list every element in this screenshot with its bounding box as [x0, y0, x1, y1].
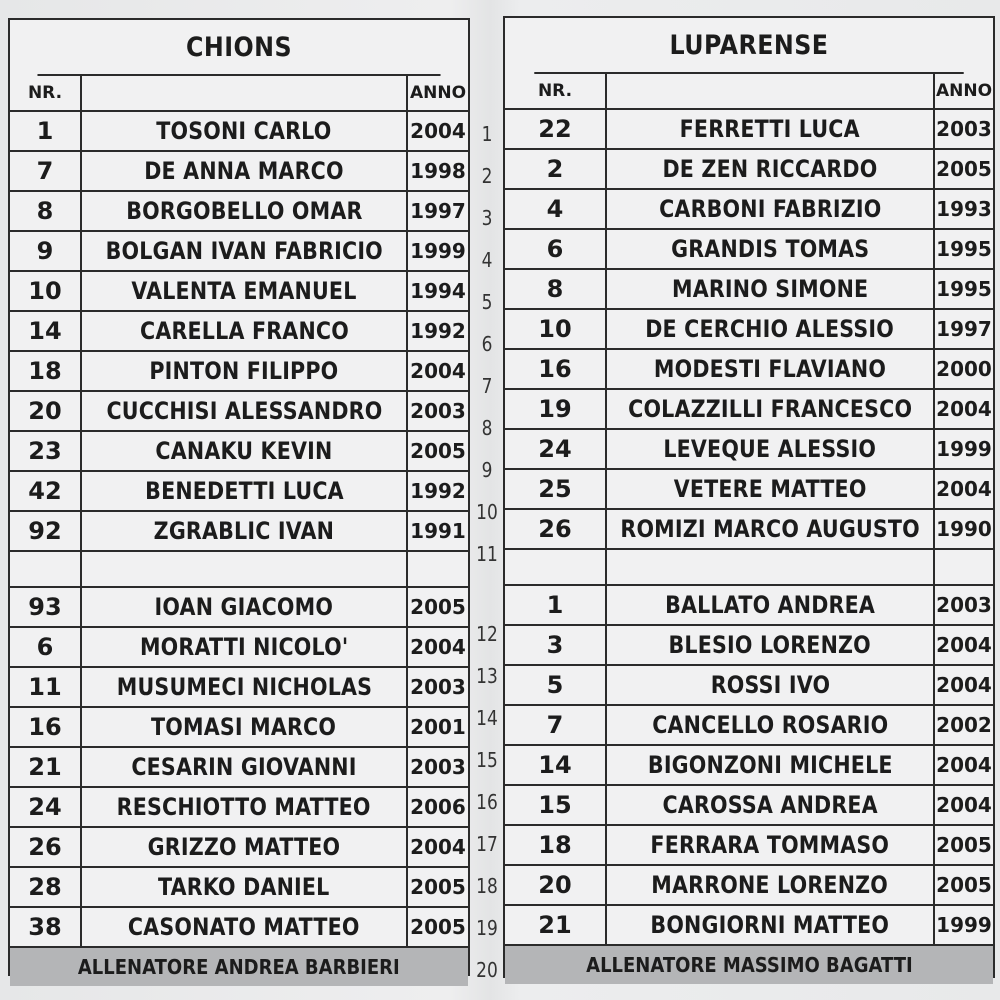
row-index: 1: [481, 122, 493, 146]
player-name-text: RESCHIOTTO MATTEO: [117, 793, 371, 821]
player-row: [10, 868, 468, 908]
player-row: [10, 628, 468, 668]
spacer-cell: [933, 550, 993, 584]
player-number: 21: [538, 911, 572, 939]
player-number: 26: [538, 515, 572, 543]
player-name-text: VETERE MATTEO: [673, 475, 867, 503]
player-number: 22: [538, 115, 572, 143]
player-name-text: FERRETTI LUCA: [679, 115, 861, 143]
player-row: [10, 232, 468, 272]
player-name: [80, 312, 406, 350]
player-name-text: MODESTI FLAVIANO: [653, 355, 887, 383]
player-name: [80, 432, 406, 470]
player-name: [80, 192, 406, 230]
player-year: 1999: [933, 906, 993, 944]
player-name: [605, 270, 933, 308]
row-index: 20: [476, 958, 498, 982]
player-year: 2004: [933, 666, 993, 704]
player-name-text: BONGIORNI MATTEO: [650, 911, 890, 939]
player-name: [605, 350, 933, 388]
row-index: 3: [481, 206, 493, 230]
player-number: 1: [36, 117, 54, 145]
player-name: [80, 232, 406, 270]
coach-row: [10, 948, 468, 986]
player-number: 11: [28, 673, 62, 701]
player-row: [505, 470, 993, 510]
row-index: 12: [476, 622, 498, 646]
player-number: 10: [28, 277, 62, 305]
player-name-text: CUCCHISI ALESSANDRO: [105, 397, 383, 425]
row-index: 11: [476, 542, 498, 566]
player-year: 2004: [406, 828, 468, 866]
player-row: [10, 828, 468, 868]
player-name: [605, 390, 933, 428]
player-number: 26: [28, 833, 62, 861]
row-index: 17: [476, 832, 498, 856]
player-row: [505, 150, 993, 190]
player-name-text: BOLGAN IVAN FABRICIO: [105, 237, 383, 265]
player-year: 2004: [933, 470, 993, 508]
player-name-text: VALENTA EMANUEL: [131, 277, 357, 305]
player-name: [605, 906, 933, 944]
player-number: 14: [538, 751, 572, 779]
team-table-luparense: [503, 16, 995, 978]
player-number: 19: [538, 395, 572, 423]
player-year: 1999: [406, 232, 468, 270]
player-year: 2000: [933, 350, 993, 388]
player-year: 2005: [406, 908, 468, 946]
player-number: 24: [28, 793, 62, 821]
player-number: 21: [28, 753, 62, 781]
player-number: 20: [538, 871, 572, 899]
table-header: [505, 74, 993, 110]
player-row: [10, 908, 468, 948]
player-year: 1992: [406, 312, 468, 350]
player-name: [605, 110, 933, 148]
player-name-text: TOSONI CARLO: [156, 117, 332, 145]
player-year: 1995: [933, 230, 993, 268]
player-name: [605, 826, 933, 864]
player-name-text: COLAZZILLI FRANCESCO: [627, 395, 913, 423]
player-number: 93: [28, 593, 62, 621]
player-name: [605, 510, 933, 548]
player-name-text: TOMASI MARCO: [151, 713, 337, 741]
player-name-text: DE ZEN RICCARDO: [662, 155, 878, 183]
player-name-text: CAROSSA ANDREA: [662, 791, 878, 819]
player-number: 25: [538, 475, 572, 503]
player-name: [605, 866, 933, 904]
coach-row: [505, 946, 993, 984]
player-year: 2004: [406, 628, 468, 666]
player-number: 18: [28, 357, 62, 385]
player-number: 2: [546, 155, 564, 183]
player-name: [80, 788, 406, 826]
spacer-cell: [80, 552, 406, 586]
player-row: [10, 708, 468, 748]
coach-label: ALLENATORE MASSIMO BAGATTI: [585, 953, 913, 977]
player-number: 38: [28, 913, 62, 941]
player-year: 1997: [406, 192, 468, 230]
player-row: [10, 112, 468, 152]
player-row: [505, 390, 993, 430]
player-year: 1994: [406, 272, 468, 310]
player-number: 24: [538, 435, 572, 463]
player-number: 6: [36, 633, 54, 661]
starters-list: [10, 112, 468, 552]
team-name: CHIONS: [37, 20, 440, 76]
player-name: [605, 626, 933, 664]
spacer-cell: [406, 552, 468, 586]
player-year: 1998: [406, 152, 468, 190]
row-index: 18: [476, 874, 498, 898]
player-year: 2001: [406, 708, 468, 746]
player-row: [505, 230, 993, 270]
player-name: [605, 470, 933, 508]
player-number: 42: [28, 477, 62, 505]
player-year: 1991: [406, 512, 468, 550]
player-name: [80, 392, 406, 430]
player-row: [10, 748, 468, 788]
player-year: 2004: [933, 786, 993, 824]
player-name: [605, 706, 933, 744]
spacer-row: [505, 550, 993, 586]
player-row: [10, 192, 468, 232]
starters-list: [505, 110, 993, 550]
header-name: [605, 74, 933, 108]
player-number: 5: [546, 671, 564, 699]
row-index: 15: [476, 748, 498, 772]
player-year: 2005: [406, 432, 468, 470]
row-index: 6: [481, 332, 493, 356]
row-index: 9: [481, 458, 493, 482]
table-header: [10, 76, 468, 112]
player-name: [80, 748, 406, 786]
player-number: 16: [28, 713, 62, 741]
player-name: [605, 786, 933, 824]
player-row: [505, 510, 993, 550]
row-index: 19: [476, 916, 498, 940]
player-row: [10, 668, 468, 708]
player-row: [505, 190, 993, 230]
player-row: [10, 352, 468, 392]
player-number: 7: [36, 157, 54, 185]
player-year: 2005: [933, 826, 993, 864]
player-row: [10, 152, 468, 192]
player-number: 92: [28, 517, 62, 545]
player-year: 2005: [933, 866, 993, 904]
player-row: [505, 746, 993, 786]
player-row: [505, 350, 993, 390]
player-row: [10, 788, 468, 828]
player-year: 1995: [933, 270, 993, 308]
player-name-text: BALLATO ANDREA: [665, 591, 875, 619]
player-year: 1992: [406, 472, 468, 510]
player-name-text: GRIZZO MATTEO: [147, 833, 341, 861]
row-index: 13: [476, 664, 498, 688]
player-name: [80, 112, 406, 150]
player-name: [80, 512, 406, 550]
player-year: 1997: [933, 310, 993, 348]
player-name-text: BENEDETTI LUCA: [144, 477, 344, 505]
coach-label: ALLENATORE ANDREA BARBIERI: [78, 955, 400, 979]
player-year: 2005: [406, 588, 468, 626]
player-name-text: ZGRABLIC IVAN: [153, 517, 335, 545]
substitutes-list: [505, 586, 993, 946]
row-index: 14: [476, 706, 498, 730]
header-year: ANNO: [933, 74, 993, 108]
player-year: 2004: [933, 746, 993, 784]
player-name: [605, 746, 933, 784]
row-index: 5: [481, 290, 493, 314]
player-year: 1999: [933, 430, 993, 468]
player-name: [80, 272, 406, 310]
player-row: [505, 310, 993, 350]
player-row: [505, 110, 993, 150]
header-nr: NR.: [537, 81, 573, 101]
player-year: 2006: [406, 788, 468, 826]
player-row: [505, 626, 993, 666]
player-row: [10, 512, 468, 552]
player-name: [80, 868, 406, 906]
player-number: 1: [546, 591, 564, 619]
player-name: [605, 310, 933, 348]
header-year: ANNO: [406, 76, 468, 110]
row-index: 16: [476, 790, 498, 814]
player-year: 2005: [933, 150, 993, 188]
player-name: [80, 908, 406, 946]
player-year: 2003: [933, 586, 993, 624]
spacer-cell: [505, 550, 605, 584]
player-name-text: PINTON FILIPPO: [149, 357, 339, 385]
player-number: 18: [538, 831, 572, 859]
player-name-text: MORATTI NICOLO': [139, 633, 349, 661]
player-name-text: CANCELLO ROSARIO: [651, 711, 889, 739]
player-row: [505, 430, 993, 470]
player-number: 8: [546, 275, 564, 303]
player-name: [80, 588, 406, 626]
player-name: [605, 430, 933, 468]
player-number: 20: [28, 397, 62, 425]
player-year: 2004: [406, 352, 468, 390]
player-row: [10, 392, 468, 432]
player-number: 4: [546, 195, 564, 223]
player-name: [80, 828, 406, 866]
player-number: 6: [546, 235, 564, 263]
player-row: [505, 666, 993, 706]
row-index: 2: [481, 164, 493, 188]
player-name-text: BORGOBELLO OMAR: [125, 197, 363, 225]
player-year: 2003: [933, 110, 993, 148]
player-name-text: BLESIO LORENZO: [668, 631, 872, 659]
player-name-text: FERRARA TOMMASO: [650, 831, 890, 859]
player-year: 2004: [406, 112, 468, 150]
player-row: [10, 272, 468, 312]
player-number: 9: [36, 237, 54, 265]
player-row: [505, 826, 993, 866]
player-name: [80, 708, 406, 746]
player-row: [10, 472, 468, 512]
player-name: [605, 190, 933, 228]
player-name-text: CESARIN GIOVANNI: [131, 753, 357, 781]
player-year: 2003: [406, 748, 468, 786]
player-name-text: MUSUMECI NICHOLAS: [116, 673, 372, 701]
player-name-text: MARINO SIMONE: [671, 275, 869, 303]
player-year: 1993: [933, 190, 993, 228]
player-name-text: ROSSI IVO: [710, 671, 830, 699]
player-number: 8: [36, 197, 54, 225]
player-name-text: ROMIZI MARCO AUGUSTO: [620, 515, 920, 543]
player-year: 2003: [406, 668, 468, 706]
player-year: 2003: [406, 392, 468, 430]
player-name: [80, 152, 406, 190]
player-year: 1990: [933, 510, 993, 548]
player-name: [605, 666, 933, 704]
player-number: 15: [538, 791, 572, 819]
team-name: LUPARENSE: [534, 18, 963, 74]
substitutes-list: [10, 588, 468, 948]
team-table-chions: [8, 18, 470, 979]
player-number: 14: [28, 317, 62, 345]
player-row: [10, 432, 468, 472]
player-name: [80, 628, 406, 666]
player-name: [605, 230, 933, 268]
player-name-text: CASONATO MATTEO: [128, 913, 360, 941]
header-nr: NR.: [27, 83, 63, 103]
player-row: [10, 588, 468, 628]
player-row: [505, 786, 993, 826]
player-row: [505, 270, 993, 310]
player-name: [80, 472, 406, 510]
player-row: [505, 706, 993, 746]
player-year: 2004: [933, 626, 993, 664]
player-name: [80, 352, 406, 390]
player-name-text: GRANDIS TOMAS: [670, 235, 870, 263]
row-index: 8: [481, 416, 493, 440]
player-number: 10: [538, 315, 572, 343]
player-year: 2005: [406, 868, 468, 906]
player-name-text: LEVEQUE ALESSIO: [663, 435, 877, 463]
player-name-text: CARBONI FABRIZIO: [658, 195, 882, 223]
player-row: [505, 586, 993, 626]
player-name-text: CANAKU KEVIN: [155, 437, 333, 465]
spacer-cell: [10, 552, 80, 586]
player-name-text: BIGONZONI MICHELE: [647, 751, 893, 779]
player-name-text: IOAN GIACOMO: [154, 593, 334, 621]
player-number: 23: [28, 437, 62, 465]
spacer-row: [10, 552, 468, 588]
player-year: 2002: [933, 706, 993, 744]
player-number: 28: [28, 873, 62, 901]
player-name-text: DE ANNA MARCO: [144, 157, 344, 185]
player-name-text: TARKO DANIEL: [158, 873, 330, 901]
player-number: 7: [546, 711, 564, 739]
player-name: [605, 586, 933, 624]
row-index: 10: [476, 500, 498, 524]
row-index: 4: [481, 248, 493, 272]
player-year: 2004: [933, 390, 993, 428]
player-row: [505, 866, 993, 906]
player-number: 3: [546, 631, 564, 659]
player-name-text: MARRONE LORENZO: [651, 871, 889, 899]
player-row: [10, 312, 468, 352]
header-name: [80, 76, 406, 110]
player-name: [605, 150, 933, 188]
player-row: [505, 906, 993, 946]
player-number: 16: [538, 355, 572, 383]
player-name-text: DE CERCHIO ALESSIO: [645, 315, 895, 343]
spacer-cell: [605, 550, 933, 584]
player-name: [80, 668, 406, 706]
player-name-text: CARELLA FRANCO: [139, 317, 349, 345]
row-index: 7: [481, 374, 493, 398]
